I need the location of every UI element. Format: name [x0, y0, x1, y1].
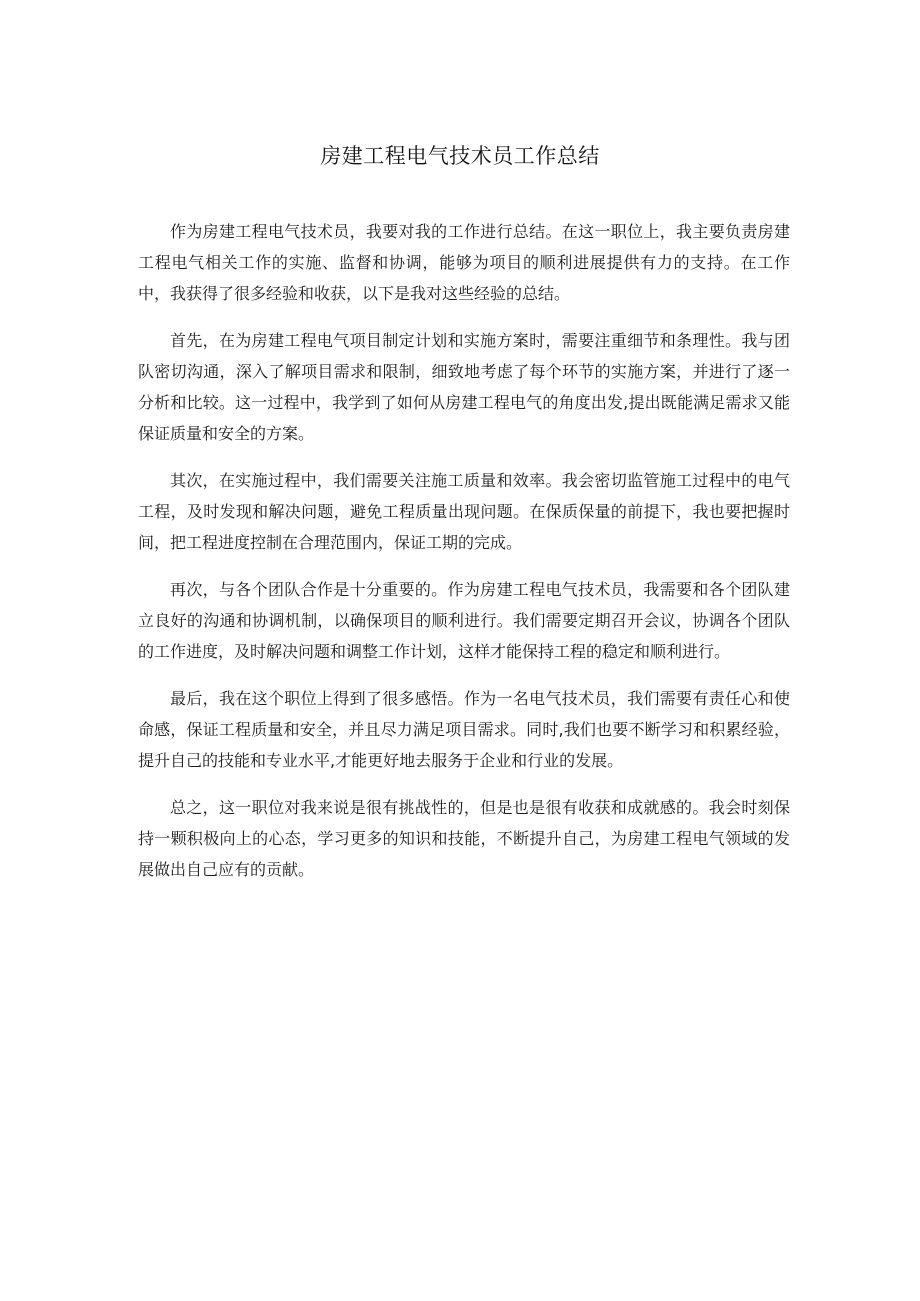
paragraph-third: 再次，与各个团队合作是十分重要的。作为房建工程电气技术员，我需要和各个团队建立良好的沟通和协调机制，以确保项目的顺利进行。我们需要定期召开会议，协调各个团队的工作进度，及时解决问题和调整工作计划，这样才能保持工程的稳定和顺利进行。 [138, 580, 790, 661]
paragraph-first: 首先，在为房建工程电气项目制定计划和实施方案时，需要注重细节和条理性。我与团队密切沟通，深入了解项目需求和限制，细致地考虑了每个环节的实施方案，并进行了逐一分析和比较。这一过程中，我学到了如何从房建工程电气的角度出发,提出既能满足需求又能保证质量和安全的方案。 [138, 331, 790, 443]
paragraph-fourth: 最后，我在这个职位上得到了很多感悟。作为一名电气技术员，我们需要有责任心和使命感，保证工程质量和安全，并且尽力满足项目需求。同时,我们也要不断学习和积累经验，提升自己的技能和专业水平,才能更好地去服务于企业和行业的发展。 [138, 689, 790, 770]
document-title: 房建工程电气技术员工作总结 [320, 144, 600, 168]
document-body [138, 216, 790, 901]
paragraph-second: 其次，在实施过程中，我们需要关注施工质量和效率。我会密切监管施工过程中的电气工程，及时发现和解决问题，避免工程质量出现问题。在保质保量的前提下，我也要把握时间，把工程进度控制在合理范围内，保证工期的完成。 [138, 471, 790, 552]
paragraph-conclusion: 总之，这一职位对我来说是很有挑战性的，但是也是很有收获和成就感的。我会时刻保持一颗积极向上的心态，学习更多的知识和技能，不断提升自己，为房建工程电气领域的发展做出自己应有的贡献。 [138, 798, 790, 879]
paragraph-intro: 作为房建工程电气技术员，我要对我的工作进行总结。在这一职位上，我主要负责房建工程电气相关工作的实施、监督和协调，能够为项目的顺利进展提供有力的支持。在工作中，我获得了很多经验和收获，以下是我对这些经验的总结。 [138, 222, 790, 303]
